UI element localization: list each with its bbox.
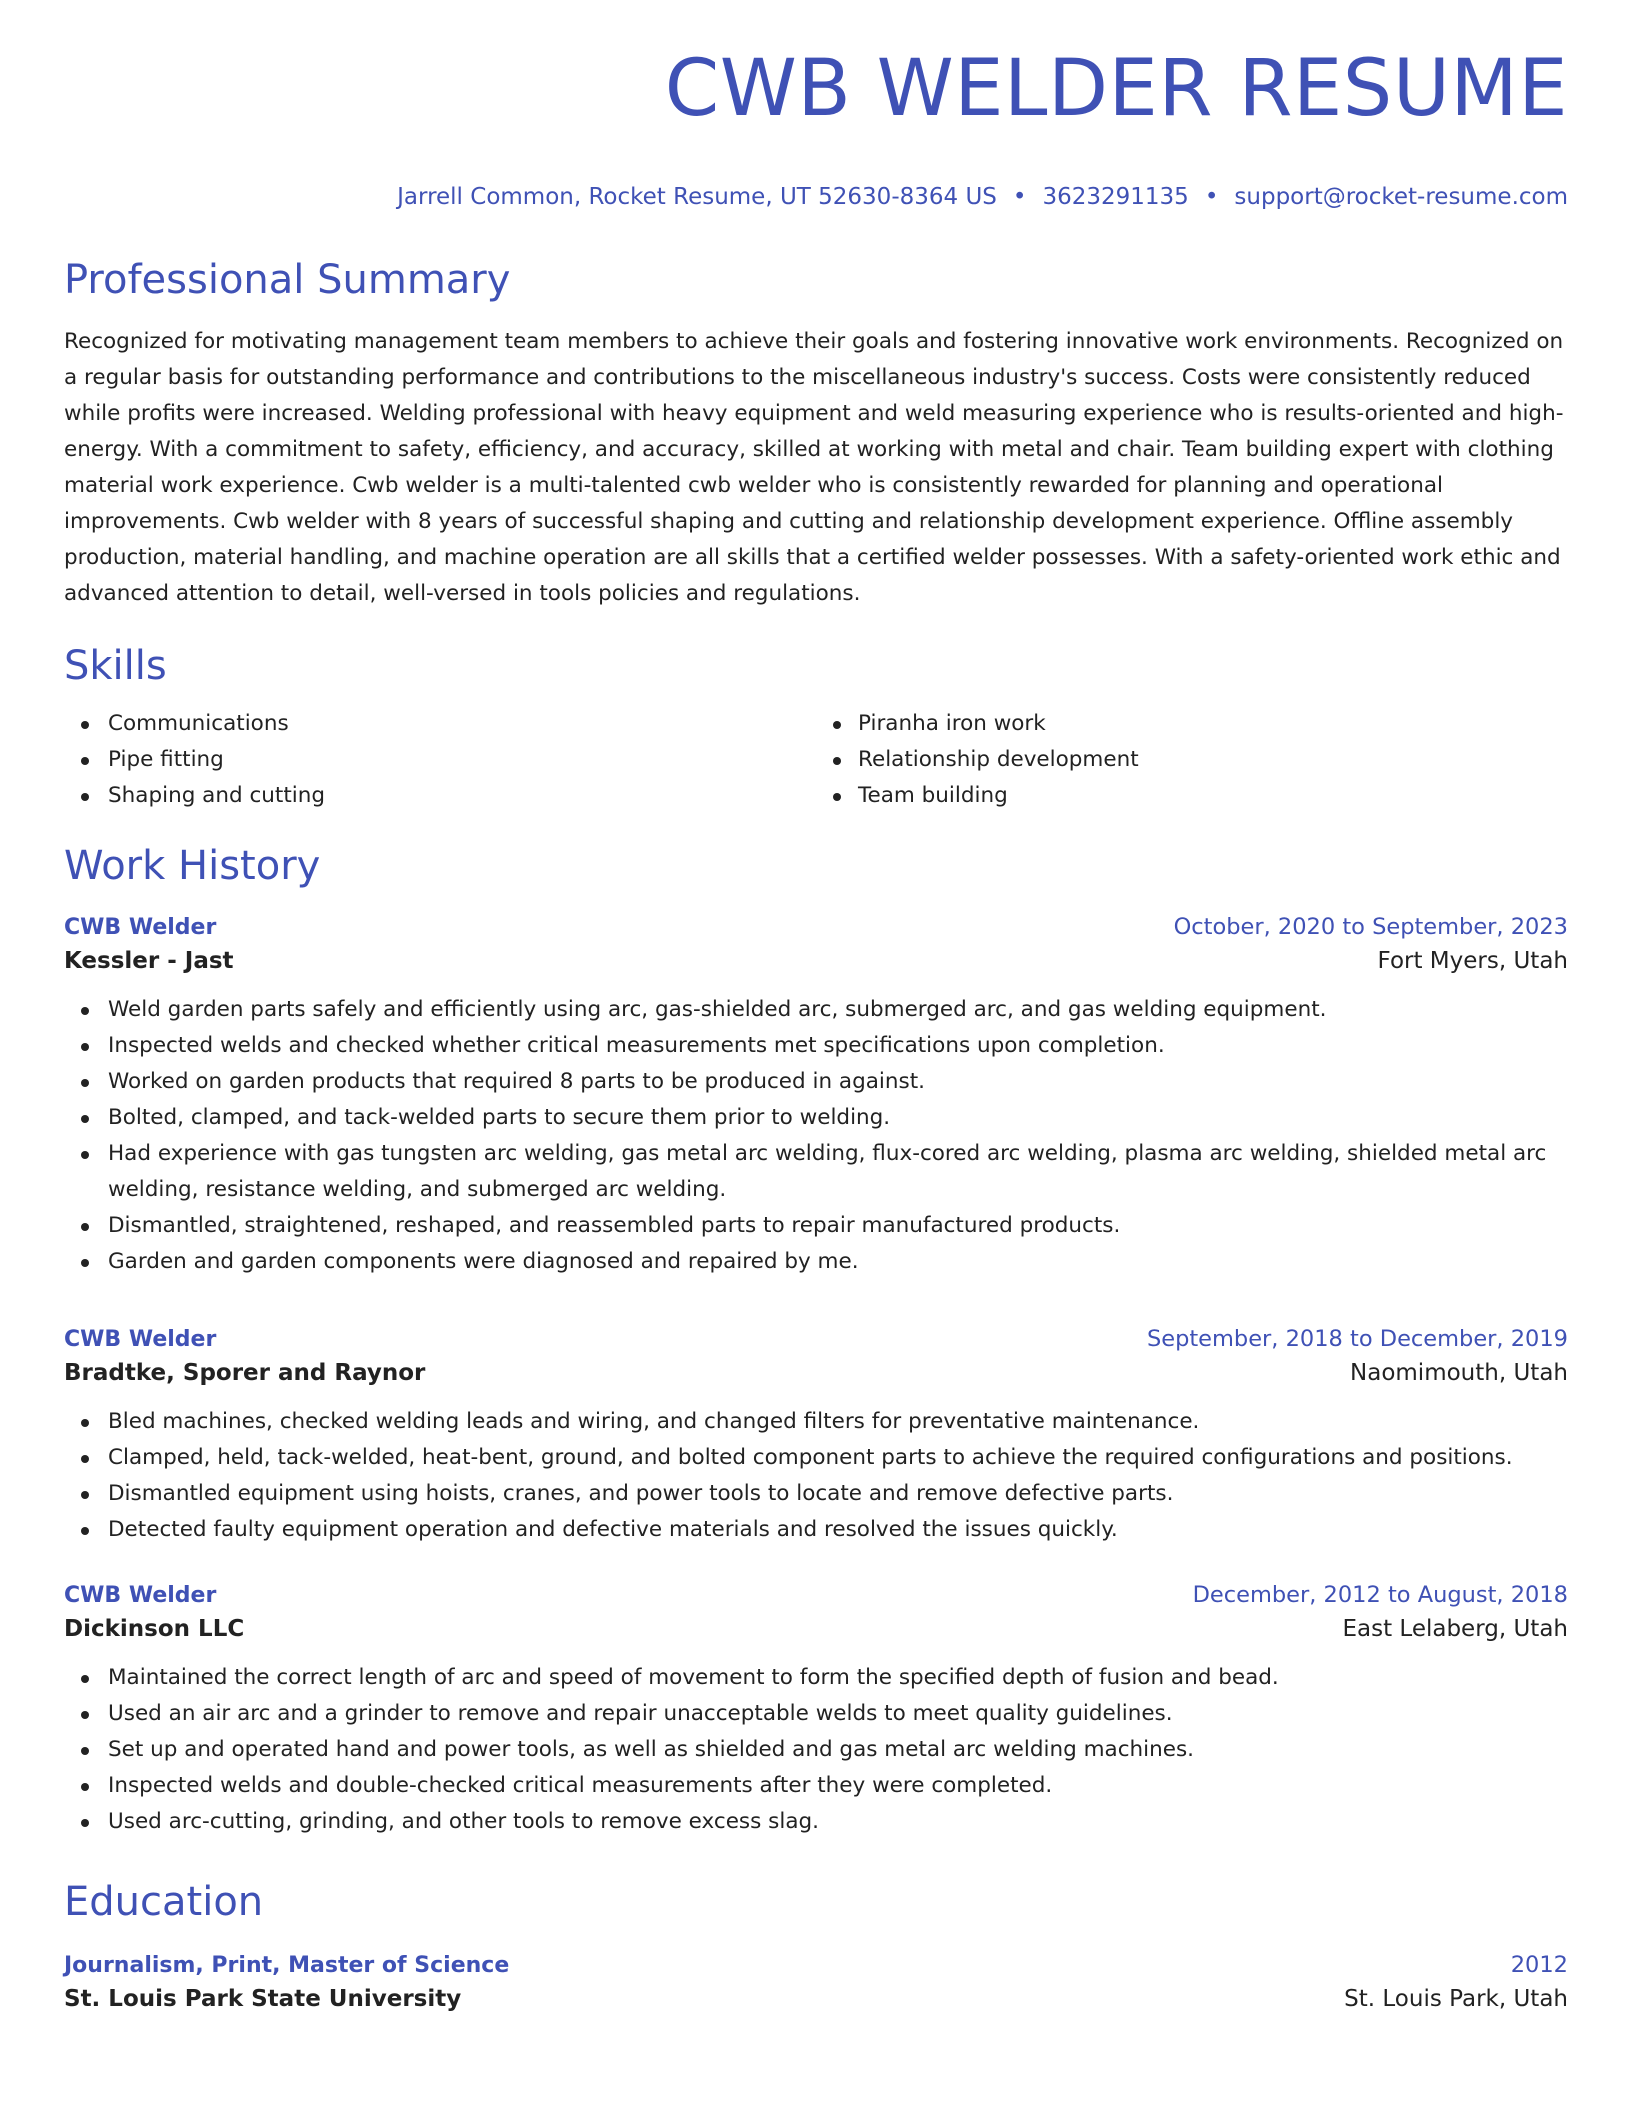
list-item: Garden and garden components were diagnosed and repaired by me. [64,1244,1568,1280]
skills-column-left [64,706,816,814]
skill-item: Communications [64,706,816,742]
job-header [64,914,1568,940]
list-item: Dismantled, straightened, reshaped, and reassembled parts to repair manufactured products. [64,1208,1568,1244]
list-item: Maintained the correct length of arc and speed of movement to form the specified depth of fusion and bead. [64,1660,1568,1696]
job-title: CWB Welder [64,1583,217,1608]
contact-email: support@rocket-resume.com [1234,184,1568,210]
education-entry [64,1952,1568,2012]
skill-item: Relationship development [816,742,1568,778]
skill-item: Pipe fitting [64,742,816,778]
contact-separator: • [1204,184,1219,210]
job-company: Kessler - Jast [64,948,234,974]
list-item: Worked on garden products that required 8 parts to be produced in against. [64,1064,1568,1100]
education-school: St. Louis Park State University [64,1986,462,2012]
contact-address: Jarrell Common, Rocket Resume, UT 52630-8364 US [397,184,997,210]
skills-list [64,706,1568,814]
job-bullets [64,1404,1568,1548]
section-heading-education: Education [64,1879,264,1925]
education-header [64,1952,1568,1978]
job-bullets [64,992,1568,1280]
job-company: Dickinson LLC [64,1616,245,1642]
list-item: Inspected welds and double-checked critical measurements after they were completed. [64,1768,1568,1804]
education-subheader [64,1986,1568,2012]
list-item: Used an air arc and a grinder to remove and repair unacceptable welds to meet quality guidelines. [64,1696,1568,1732]
job-dates: October, 2020 to September, 2023 [1173,914,1568,940]
contact-separator: • [1012,184,1027,210]
contact-line [64,182,1568,212]
job-entry [64,914,1568,1280]
job-header [64,1326,1568,1352]
list-item: Set up and operated hand and power tools, as well as shielded and gas metal arc welding machines. [64,1732,1568,1768]
job-entry [64,1582,1568,1840]
job-subheader [64,948,1568,974]
list-item: Bolted, clamped, and tack-welded parts to secure them prior to welding. [64,1100,1568,1136]
list-item: Clamped, held, tack-welded, heat-bent, ground, and bolted component parts to achieve the required configurations and positions. [64,1440,1568,1476]
list-item: Inspected welds and checked whether critical measurements met specifications upon completion. [64,1028,1568,1064]
section-heading-summary: Professional Summary [64,257,511,303]
resume-title: CWB WELDER RESUME [664,44,1568,134]
summary-text: Recognized for motivating management team members to achieve their goals and fostering innovative work environments. Recognized on a regular basis for outstanding performance and contributions to the miscellaneous industry's success. Costs were consistently reduced while profits were increased. Welding professional with heavy equipment and weld measuring experience who is results-oriented and high-energy. With a commitment to safety, efficiency, and accuracy, skilled at working with metal and chair. Team building expert with clothing material work experience. Cwb welder is a multi-talented cwb welder who is consistently rewarded for planning and operational improvements. Cwb welder with 8 years of successful shaping and cutting and relationship development experience. Offline assembly production, material handling, and machine operation are all skills that a certified welder possesses. With a safety-oriented work ethic and advanced attention to detail, well-versed in tools policies and regulations. [64,329,1564,606]
job-dates: September, 2018 to December, 2019 [1146,1326,1568,1352]
list-item: Weld garden parts safely and efficiently using arc, gas-shielded arc, submerged arc, and gas welding equipment. [64,992,1568,1028]
list-item: Dismantled equipment using hoists, cranes, and power tools to locate and remove defective parts. [64,1476,1568,1512]
job-location: Naomimouth, Utah [1350,1360,1568,1386]
job-bullets [64,1660,1568,1840]
job-entry [64,1326,1568,1548]
job-subheader [64,1616,1568,1642]
contact-phone: 3623291135 [1042,184,1189,210]
skill-item: Piranha iron work [816,706,1568,742]
job-header [64,1582,1568,1608]
education-degree: Journalism, Print, Master of Science [64,1953,510,1978]
job-title: CWB Welder [64,915,217,940]
education-year: 2012 [1510,1952,1568,1978]
job-location: Fort Myers, Utah [1377,948,1568,974]
section-heading-skills: Skills [64,643,167,689]
skill-item: Shaping and cutting [64,778,816,814]
education-location: St. Louis Park, Utah [1344,1986,1568,2012]
job-dates: December, 2012 to August, 2018 [1192,1582,1568,1608]
list-item: Bled machines, checked welding leads and wiring, and changed filters for preventative maintenance. [64,1404,1568,1440]
section-heading-work-history: Work History [64,843,321,889]
job-title: CWB Welder [64,1327,217,1352]
job-subheader [64,1360,1568,1386]
job-company: Bradtke, Sporer and Raynor [64,1360,426,1386]
list-item: Used arc-cutting, grinding, and other tools to remove excess slag. [64,1804,1568,1840]
skill-item: Team building [816,778,1568,814]
list-item: Had experience with gas tungsten arc welding, gas metal arc welding, flux-cored arc welding, plasma arc welding, shielded metal arc welding, resistance welding, and submerged arc welding. [64,1136,1568,1208]
skills-column-right [816,706,1568,814]
list-item: Detected faulty equipment operation and defective materials and resolved the issues quickly. [64,1512,1568,1548]
job-location: East Lelaberg, Utah [1342,1616,1568,1642]
